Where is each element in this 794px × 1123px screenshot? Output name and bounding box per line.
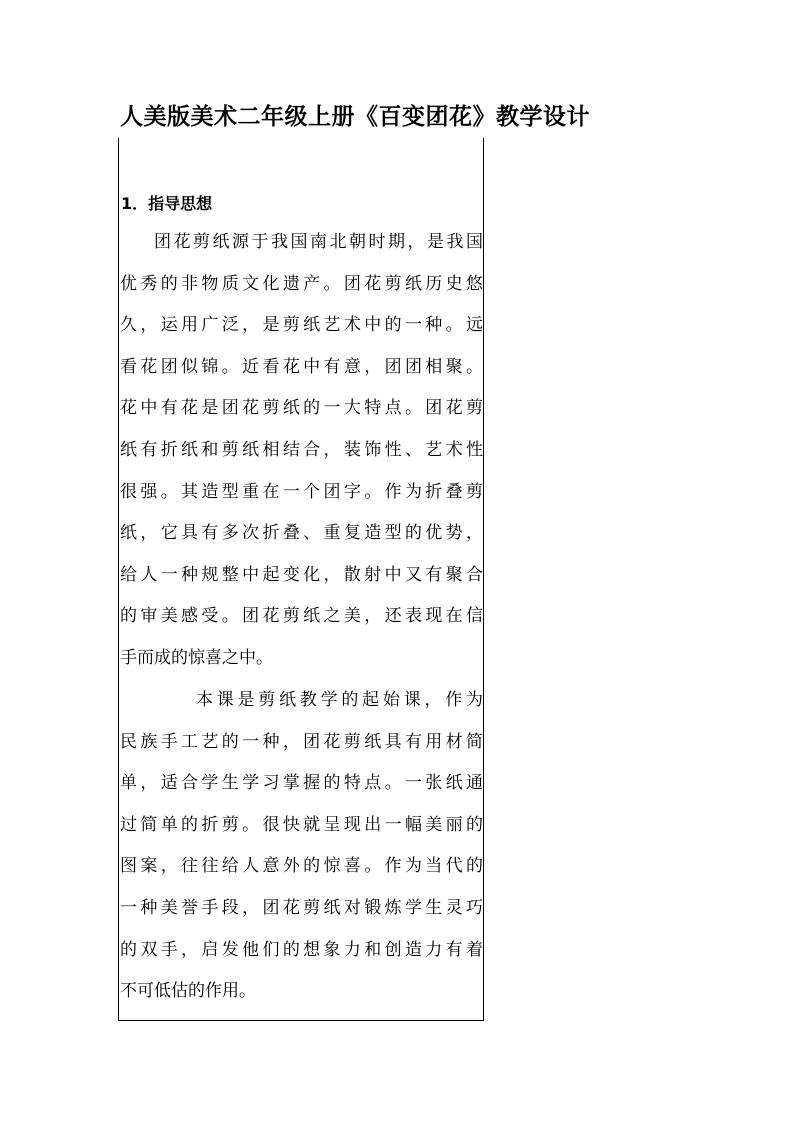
paragraph-line: 的双手，启发他们的想象力和创造力有着 bbox=[120, 939, 483, 960]
paragraph-line: 团花剪纸源于我国南北朝时期，是我国 bbox=[154, 232, 483, 252]
paragraph-line: 久，运用广泛，是剪纸艺术中的一种。远 bbox=[120, 315, 483, 336]
document-title: 人美版美术二年级上册《百变团花》教学设计 bbox=[120, 104, 590, 130]
paragraph-line: 纸有折纸和剪纸相结合，装饰性、艺术性 bbox=[120, 439, 483, 460]
section-heading: 1．指导思想 bbox=[121, 194, 213, 213]
paragraph-line: 手而成的惊喜之中。 bbox=[120, 647, 273, 668]
paragraph-line: 单，适合学生学习掌握的特点。一张纸通 bbox=[120, 773, 483, 794]
paragraph-line: 很强。其造型重在一个团字。作为折叠剪 bbox=[120, 481, 483, 502]
content-table-cell bbox=[118, 138, 484, 1021]
paragraph-course-intro bbox=[120, 680, 483, 1013]
paragraph-line: 看花团似锦。近看花中有意，团团相聚。 bbox=[120, 356, 483, 377]
paragraph-line: 优秀的非物质文化遗产。团花剪纸历史悠 bbox=[120, 273, 483, 294]
paragraph-line: 纸，它具有多次折叠、重复造型的优势， bbox=[120, 523, 483, 544]
paragraph-line: 一种美誉手段，团花剪纸对锻炼学生灵巧 bbox=[120, 897, 483, 918]
paragraph-line: 的审美感受。团花剪纸之美，还表现在信 bbox=[120, 606, 483, 627]
paragraph-line: 花中有花是团花剪纸的一大特点。团花剪 bbox=[120, 398, 483, 419]
paragraph-line: 本课是剪纸教学的起始课，作为 bbox=[196, 690, 483, 710]
paragraph-line: 图案，往往给人意外的惊喜。作为当代的 bbox=[120, 856, 483, 877]
paragraph-guiding-idea bbox=[120, 222, 483, 680]
paragraph-line: 过简单的折剪。很快就呈现出一幅美丽的 bbox=[120, 814, 483, 835]
paragraph-line: 给人一种规整中起变化，散射中又有聚合 bbox=[120, 564, 483, 585]
paragraph-line: 民族手工艺的一种，团花剪纸具有用材简 bbox=[120, 731, 483, 752]
paragraph-line: 不可低估的作用。 bbox=[120, 981, 256, 1002]
